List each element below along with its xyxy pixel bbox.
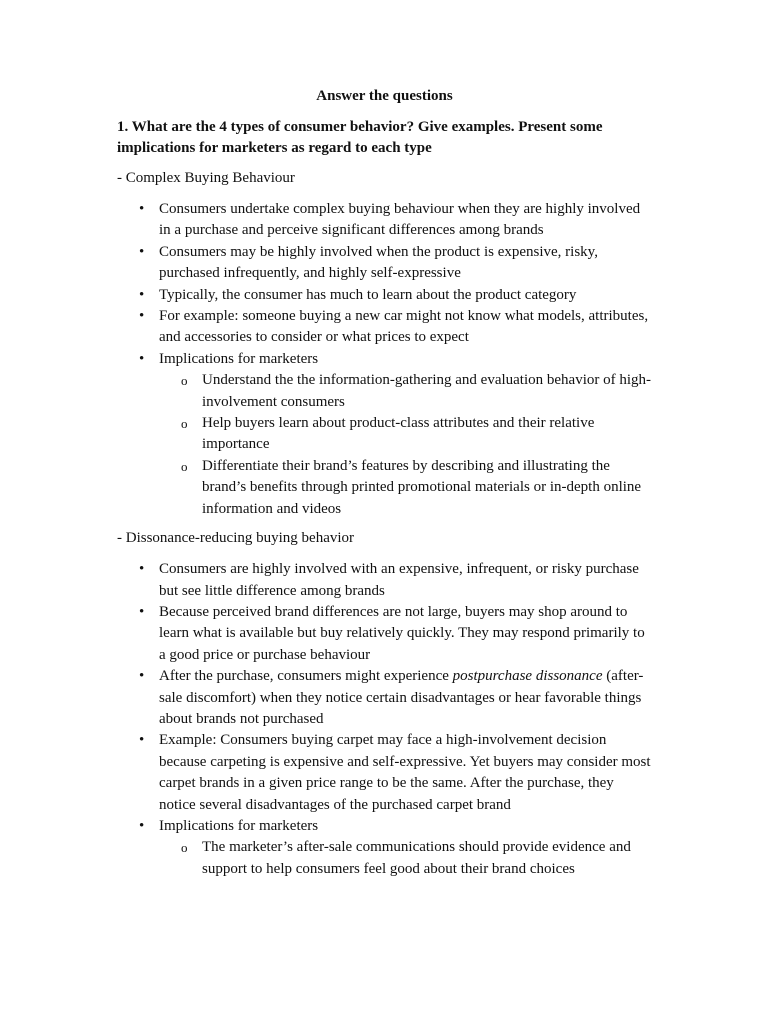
bullet-icon: • [139,308,145,325]
bullet-text-after: (after-sale discomfort) when they notice certain disadvantages or hear favorable things about brands not purchased [159,668,644,727]
sub-list-item [159,456,652,520]
implications-list [159,837,652,880]
list-item [117,199,652,242]
list-item [117,730,652,816]
bullet-text: Implications for marketers [159,350,319,367]
list-item [117,349,652,520]
section-heading-dissonance-reducing: - Dissonance-reducing buying behavior [117,530,355,547]
circle-bullet-icon: o [181,840,188,856]
list-item [117,602,652,666]
sub-item-text: Help buyers learn about product-class attributes and their relative importance [202,415,595,453]
bullet-icon: • [139,668,145,685]
dissonance-bullet-list [117,559,652,880]
list-item [117,285,652,306]
complex-buying-bullet-list [117,199,652,520]
circle-bullet-icon: o [181,458,188,474]
bullet-icon: • [139,732,145,749]
sub-list-item [159,370,652,413]
bullet-icon: • [139,817,145,834]
bullet-icon: • [139,350,145,367]
bullet-text: Consumers are highly involved with an expensive, infrequent, or risky purchase but see little difference among brands [159,561,639,599]
sub-item-text: The marketer’s after-sale communications should provide evidence and support to help consumers feel good about their brand choices [202,839,631,877]
bullet-text-before: After the purchase, consumers might experience [159,668,453,685]
bullet-text: For example: someone buying a new car might not know what models, attributes, and accessories to consider or what prices to expect [159,308,649,346]
list-item [117,242,652,285]
bullet-icon: • [139,561,145,578]
section-heading-complex-buying: - Complex Buying Behaviour [117,170,295,186]
sub-item-text: Understand the the information-gathering and evaluation behavior of high-involvement consumers [202,372,652,410]
sub-item-text: Differentiate their brand’s features by describing and illustrating the brand’s benefits through printed promotional materials or in-depth online information and videos [202,457,642,517]
list-item [117,666,652,730]
bullet-text: Consumers may be highly involved when the product is expensive, risky, purchased infrequently, and highly self-expressive [159,243,598,282]
circle-bullet-icon: o [181,373,188,389]
implications-list [159,370,652,520]
list-item [117,306,652,349]
bullet-text: Consumers undertake complex buying behaviour when they are highly involved in a purchase and perceive significant differences among brands [159,201,641,239]
list-item [117,559,652,602]
bullet-icon: • [139,243,145,260]
sub-list-item [159,413,652,456]
sub-list-item [159,837,652,880]
bullet-text: Example: Consumers buying carpet may face a high-involvement decision because carpeting is expensive and self-expressive. Yet buyers may consider most carpet brands in a given price range to be the same. After the purchase, they notice several disadvantages of the purchased carpet brand [159,732,651,813]
circle-bullet-icon: o [181,416,188,432]
bullet-text-italic-term: postpurchase dissonance [452,668,603,685]
bullet-text: Implications for marketers [159,817,319,834]
bullet-icon: • [139,286,145,303]
bullet-text: Because perceived brand differences are not large, buyers may shop around to learn what is available but buy relatively quickly. They may respond primarily to a good price or purchase behaviour [159,603,645,663]
bullet-icon: • [139,603,145,620]
bullet-icon: • [139,201,145,217]
document-page [117,86,652,888]
question-1: 1. What are the 4 types of consumer behavior? Give examples. Present some implications for marketers as regard to each type [117,119,603,156]
document-title: Answer the questions [316,88,453,104]
bullet-text: Typically, the consumer has much to learn about the product category [159,286,577,303]
list-item [117,816,652,880]
